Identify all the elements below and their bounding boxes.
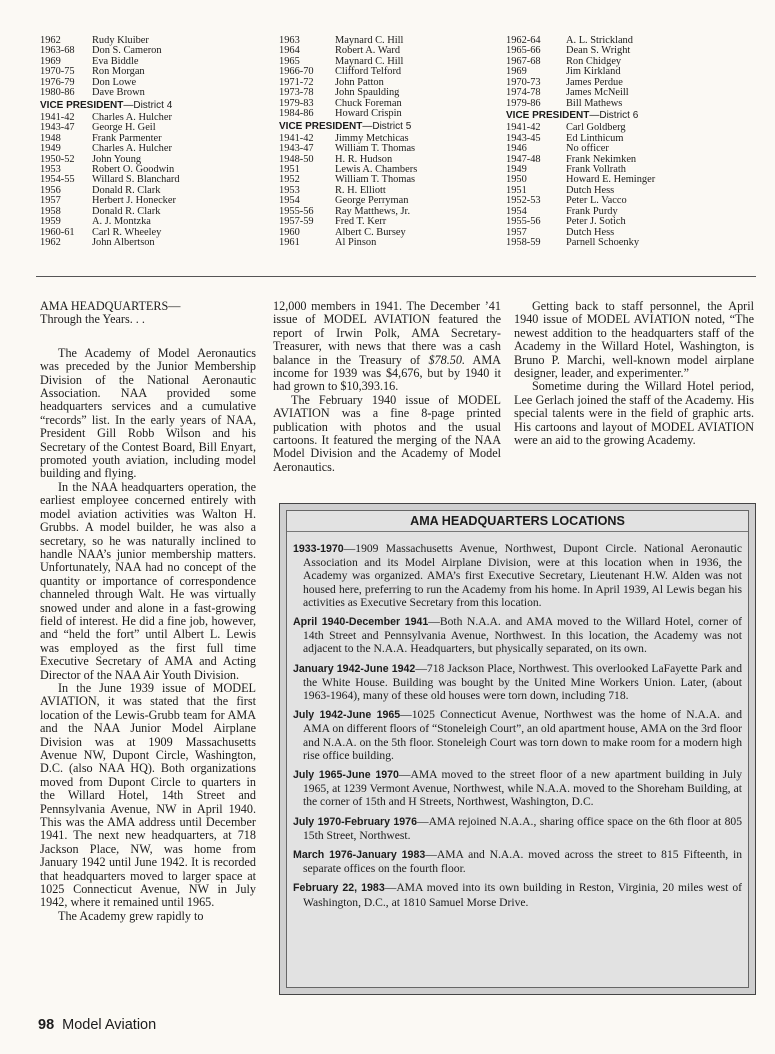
officer-years: 1954-55 xyxy=(40,174,75,186)
officer-name: Jimmy Metchicas xyxy=(335,132,409,144)
hq-location-text: —AMA rejoined N.A.A., sharing office space on the 6th floor at 805 15th Street, Northwest. xyxy=(303,814,742,842)
article-title xyxy=(40,300,256,327)
district-label: —District 5 xyxy=(362,120,412,132)
district-label: —District 4 xyxy=(123,99,173,111)
hq-location-date: July 1942-June 1965 xyxy=(293,709,401,722)
officer-roster xyxy=(40,36,760,260)
officer-years: 1962 xyxy=(40,237,61,249)
officer-name: Robert A. Ward xyxy=(335,45,401,57)
officer-years: 1967-68 xyxy=(506,55,541,67)
officer-name: Dave Brown xyxy=(92,87,145,99)
hq-locations-box xyxy=(279,503,756,995)
vice-president-heading xyxy=(40,100,180,112)
officer-name: John Spaulding xyxy=(335,87,400,99)
officer-years: 1960 xyxy=(279,226,300,238)
officer-years: 1948-50 xyxy=(279,153,314,165)
officer-years: 1941-42 xyxy=(40,111,75,123)
officer-name: Ron Morgan xyxy=(92,66,145,78)
officer-years: 1950-52 xyxy=(40,153,75,165)
roster-column-3 xyxy=(506,36,655,249)
officer-name: Dutch Hess xyxy=(566,184,615,196)
officer-years: 1949 xyxy=(506,163,527,175)
officer-years: 1973-78 xyxy=(279,87,314,99)
hq-location-text: —718 Jackson Place, Northwest. This overlooked LaFayette Park and the White House. Building was bought by the United Mine Workers Union. Later, (about 1963-1964), many of these old houses were torn down, including 718. xyxy=(303,661,742,703)
officer-years: 1959 xyxy=(40,216,61,228)
article-emphasis: $78.50. xyxy=(428,352,465,367)
hq-location-date: January 1942-June 1942 xyxy=(293,662,416,675)
officer-years: 1970-73 xyxy=(506,76,541,88)
hq-location-entry xyxy=(287,615,748,656)
article-paragraph: Sometime during the Willard Hotel period, Lee Gerlach joined the staff of the Academy. His special talents were in the field of graphic arts. His cartoons and layout of MODEL AVIATION were an aid to the growing Academy. xyxy=(514,379,754,448)
officer-name: Maynard C. Hill xyxy=(335,55,404,67)
officer-name: Chuck Foreman xyxy=(335,97,402,109)
officer-name: James McNeill xyxy=(566,87,629,99)
hq-location-entry xyxy=(287,542,748,609)
section-divider xyxy=(36,276,756,277)
officer-name: Charles A. Hulcher xyxy=(92,143,172,155)
officer-name: John Patton xyxy=(335,76,384,88)
officer-entry xyxy=(40,238,180,248)
article-paragraph: Getting back to staff personnel, the April 1940 issue of MODEL AVIATION noted, “The newest addition to the headquarters staff of the Academy in the Willard Hotel, Washington, is Bruno P. Marchi, well-known model airplane designer, leader, and experimenter.” xyxy=(514,299,754,381)
article-text: AMA income for 1939 was $4,676, but by 1940 it had grown to $10,393.16. xyxy=(273,352,501,394)
district-label: —District 6 xyxy=(589,110,639,122)
officer-name: A. L. Strickland xyxy=(566,35,633,46)
hq-location-entry xyxy=(287,815,748,842)
officer-name: Ron Chidgey xyxy=(566,55,622,67)
officer-years: 1956 xyxy=(40,184,61,196)
officer-years: 1943-47 xyxy=(40,122,75,134)
hq-location-date: April 1940-December 1941 xyxy=(293,616,429,629)
officer-years: 1946 xyxy=(506,143,527,155)
article-title-line-1: AMA HEADQUARTERS— xyxy=(40,299,181,313)
officer-entry xyxy=(40,144,180,154)
hq-location-entry xyxy=(287,881,748,908)
officer-name: Frank Vollrath xyxy=(566,163,626,175)
officer-name: H. R. Hudson xyxy=(335,153,393,165)
officer-years: 1969 xyxy=(40,55,61,67)
officer-years: 1965 xyxy=(279,55,300,67)
hq-location-date: July 1965-June 1970 xyxy=(293,769,399,782)
officer-entry xyxy=(279,238,417,248)
officer-years: 1955-56 xyxy=(506,216,541,228)
officer-years: 1950 xyxy=(506,174,527,186)
officer-name: Carl R. Wheeley xyxy=(92,226,162,238)
officer-name: Ed Linthicum xyxy=(566,132,624,144)
article-column-3 xyxy=(514,300,754,447)
officer-years: 1951 xyxy=(279,163,300,175)
officer-years: 1960-61 xyxy=(40,226,75,238)
officer-name: Rudy Kluiber xyxy=(92,35,149,46)
officer-years: 1949 xyxy=(40,143,61,155)
hq-locations-panel xyxy=(286,510,749,988)
officer-entry xyxy=(40,88,180,98)
officer-years: 1979-86 xyxy=(506,97,541,109)
officer-years: 1957-59 xyxy=(279,216,314,228)
officer-name: Donald R. Clark xyxy=(92,205,161,217)
vice-president-heading xyxy=(506,110,655,122)
officer-entry xyxy=(506,144,655,154)
officer-name: Bill Mathews xyxy=(566,97,623,109)
article-column-2 xyxy=(273,300,501,474)
officer-years: 1974-78 xyxy=(506,87,541,99)
hq-location-text: —AMA moved to the street floor of a new apartment building in July 1965, at 1239 Vermont Avenue, Northwest, while N.A.A. moved to the Shoreham Building, at the corner of 15th and H Streets, Northwest, Washington, D.C. xyxy=(303,768,742,809)
officer-years: 1958-59 xyxy=(506,237,541,249)
officer-years: 1943-47 xyxy=(279,143,314,155)
officer-name: Carl Goldberg xyxy=(566,122,626,134)
officer-years: 1984-86 xyxy=(279,108,314,120)
officer-years: 1969 xyxy=(506,66,527,78)
officer-name: Don Lowe xyxy=(92,76,137,88)
officer-years: 1941-42 xyxy=(506,122,541,134)
officer-name: Albert C. Bursey xyxy=(335,226,406,238)
article-paragraph: The Academy grew rapidly to xyxy=(58,908,204,923)
hq-location-date: July 1970-February 1976 xyxy=(293,815,417,828)
officer-name: Charles A. Hulcher xyxy=(92,111,172,123)
officer-name: John Young xyxy=(92,153,142,165)
hq-location-entry xyxy=(287,768,748,809)
page-number: 98 xyxy=(38,1017,55,1033)
officer-name: James Perdue xyxy=(566,76,623,88)
hq-location-text: —AMA moved into its own building in Reston, Virginia, 20 miles west of Washington, D.C., at 1810 Samuel Morse Drive. xyxy=(303,881,743,909)
officer-years: 1961 xyxy=(279,237,300,249)
officer-years: 1971-72 xyxy=(279,76,314,88)
officer-name: Dutch Hess xyxy=(566,226,615,238)
officer-years: 1963 xyxy=(279,35,300,46)
article-text: 12,000 members in 1941. The December ’41 issue of MODEL AVIATION featured the report of Irwin Polk, AMA Secretary-Treasurer, with news that there was a cash balance in the Treasury of xyxy=(273,299,501,367)
officer-years: 1954 xyxy=(279,195,300,207)
hq-location-text: —Both N.A.A. and AMA moved to the Willard Hotel, corner of 14th Street and Pennsylvania Avenue, Northwest. In this location, the Academy was not adjacent to the N.A.A. Headquarters, but physically separated, on its own. xyxy=(303,615,742,656)
hq-location-date: 1933-1970 xyxy=(293,543,344,555)
officer-years: 1963-68 xyxy=(40,45,75,57)
officer-years: 1962 xyxy=(40,35,61,46)
hq-location-text: —1025 Connecticut Avenue, Northwest was the home of N.A.A. and AMA on different floors of “Stoneleigh Court”, an old apartment house, AMA on the 3rd floor and N.A.A. on the 5th floor. Stoneleigh Court was torn down to make room for a modern high rise office building. xyxy=(303,708,742,762)
roster-column-1 xyxy=(40,36,180,249)
officer-years: 1962-64 xyxy=(506,35,541,46)
officer-name: Maynard C. Hill xyxy=(335,35,404,46)
hq-location-entry xyxy=(287,848,748,875)
officer-years: 1980-86 xyxy=(40,87,75,99)
officer-years: 1948 xyxy=(40,132,61,144)
officer-entry xyxy=(279,144,417,154)
officer-name: George Perryman xyxy=(335,195,409,207)
officer-years: 1953 xyxy=(279,184,300,196)
article-paragraph xyxy=(273,300,501,394)
officer-years: 1941-42 xyxy=(279,132,314,144)
officer-name: Dean S. Wright xyxy=(566,45,631,57)
officer-name: William T. Thomas xyxy=(335,143,416,155)
officer-name: Parnell Schoenky xyxy=(566,237,640,249)
roster-column-2 xyxy=(279,36,417,249)
officer-name: Herbert J. Honecker xyxy=(92,195,176,207)
page-footer xyxy=(38,1017,156,1033)
article-paragraph: The February 1940 issue of MODEL AVIATION was a fine 8-page printed publication with photos and the usual cartoons. It featured the merging of the NAA Model Division and the Academy of Model Aeronautics. xyxy=(273,392,501,474)
officer-name: No officer xyxy=(566,143,609,155)
officer-entry xyxy=(506,238,655,248)
officer-name: Peter L. Vacco xyxy=(566,195,627,207)
hq-locations-title: AMA HEADQUARTERS LOCATIONS xyxy=(287,513,748,532)
officer-years: 1943-45 xyxy=(506,132,541,144)
officer-name: Al Pinson xyxy=(335,237,377,249)
officer-years: 1964 xyxy=(279,45,300,57)
officer-name: Willard S. Blanchard xyxy=(92,174,180,186)
officer-name: Eva Biddle xyxy=(92,55,139,67)
hq-location-text: —AMA and N.A.A. moved across the street to 815 Fifteenth, in separate offices on the fourth floor. xyxy=(303,848,742,876)
officer-years: 1957 xyxy=(40,195,61,207)
officer-years: 1958 xyxy=(40,205,61,217)
officer-name: Peter J. Sotich xyxy=(566,216,626,228)
officer-years: 1952 xyxy=(279,174,300,186)
officer-years: 1979-83 xyxy=(279,97,314,109)
officer-years: 1955-56 xyxy=(279,205,314,217)
officer-entry xyxy=(279,109,417,119)
hq-location-text: —1909 Massachusetts Avenue, Northwest, Dupont Circle. National Aeronautic Association and its Model Airplane Division, were at this location when in 1936, the Academy was organized. AMA’s first Executive Secretary, Lieutenant H.W. Alden was not housed here, preferring to run the Academy from his home. In April 1939, Al Lewis began his activities as Executive Secretary from this location. xyxy=(303,542,742,609)
vice-president-heading xyxy=(279,121,417,133)
officer-years: 1947-48 xyxy=(506,153,541,165)
officer-name: Lewis A. Chambers xyxy=(335,163,418,175)
officer-name: Donald R. Clark xyxy=(92,184,161,196)
officer-name: Clifford Telford xyxy=(335,66,402,78)
officer-years: 1976-79 xyxy=(40,76,75,88)
officer-years: 1951 xyxy=(506,184,527,196)
publication-name: Model Aviation xyxy=(62,1017,157,1033)
vice-president-label: VICE PRESIDENT xyxy=(40,99,124,111)
officer-years: 1966-70 xyxy=(279,66,314,78)
officer-years: 1957 xyxy=(506,226,527,238)
hq-location-date: March 1976-January 1983 xyxy=(293,849,426,862)
officer-years: 1952-53 xyxy=(506,195,541,207)
hq-locations-list xyxy=(287,542,748,909)
officer-name: A. J. Montzka xyxy=(92,216,151,228)
article-paragraph: In the June 1939 issue of MODEL AVIATION, it was stated that the first location of the Lewis-Grubb team for AMA and the NAA Junior Model Airplane Division was at 1909 Massachusetts Avenue NW, Dupont Circle, Washington, D.C. (also NAA HQ). Both organizations moved from Dupont Circle to quarters in the Willard Hotel, 14th Street and Pennsylvania Avenue, NW in April 1940. This was the AMA address until December 1941. The next new headquarters, at 718 Jackson Place, NW, was home from January 1942 until June 1942. It is recorded that headquarters moved to larger space at 1025 Connecticut Avenue, NW in July 1942, where it remained until 1965. xyxy=(40,680,256,910)
officer-name: Jim Kirkland xyxy=(566,66,621,78)
article-paragraph: The Academy of Model Aeronautics was preceded by the Junior Membership Division of the National Aeronautic Association. NAA provided some headquarters services and a cumulative “records” list. In the early years of NAA, President Gill Robb Wilson and his Secretary of the Contest Board, Bill Enyart, promoted youth aviation, including model building and flying. xyxy=(40,345,256,481)
officer-name: Don S. Cameron xyxy=(92,45,162,57)
officer-years: 1970-75 xyxy=(40,66,75,78)
vice-president-label: VICE PRESIDENT xyxy=(279,120,363,132)
officer-years: 1965-66 xyxy=(506,45,541,57)
hq-location-entry xyxy=(287,662,748,703)
officer-name: Ray Matthews, Jr. xyxy=(335,205,411,217)
officer-years: 1954 xyxy=(506,205,527,217)
officer-name: R. H. Elliott xyxy=(335,184,386,196)
hq-location-date: February 22, 1983 xyxy=(293,882,385,895)
article-title-line-2: Through the Years. . . xyxy=(40,312,145,327)
officer-name: John Albertson xyxy=(92,237,155,249)
officer-name: Robert O. Goodwin xyxy=(92,163,175,175)
officer-name: Frank Parmenter xyxy=(92,132,162,144)
hq-location-entry xyxy=(287,708,748,762)
officer-name: Frank Purdy xyxy=(566,205,618,217)
officer-name: Howard E. Heminger xyxy=(566,174,656,186)
officer-name: William T. Thomas xyxy=(335,174,416,186)
officer-name: Howard Crispin xyxy=(335,108,402,120)
vice-president-label: VICE PRESIDENT xyxy=(506,110,590,122)
article-paragraph: In the NAA headquarters operation, the earliest employee concerned entirely with model aviation activities was Walton H. Grubbs. A model builder, he was also a secretary, so he was naturally inclined to handle NAA’s junior membership matters. Unfortunately, NAA had no concept of the quantity or importance of correspondence channeled through Walt. He was virtually snowed under and alone in a fast-growing field of interest. He did a fine job, however, and “held the fort” until Albert L. Lewis was employed as the first full time Executive Secretary of AMA and Acting Director of the NAA Air Youth Division. xyxy=(40,479,256,682)
article-column-1 xyxy=(40,300,256,923)
officer-entry xyxy=(506,99,655,109)
officer-name: George H. Geil xyxy=(92,122,156,134)
officer-name: Frank Nekimken xyxy=(566,153,637,165)
officer-name: Fred T. Kerr xyxy=(335,216,387,228)
officer-years: 1953 xyxy=(40,163,61,175)
